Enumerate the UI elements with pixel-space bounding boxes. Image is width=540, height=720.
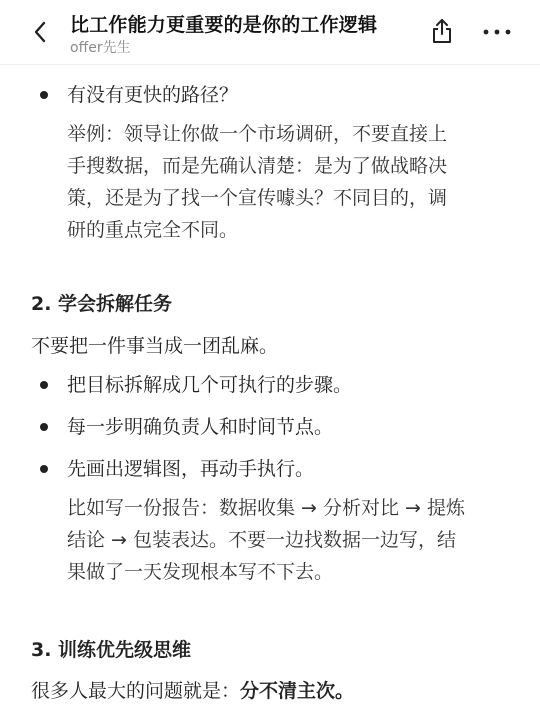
- intro-text: 很多人最大的问题就是：: [31, 680, 241, 702]
- list-item-text: 先画出逻辑图，再动手执行。: [67, 458, 315, 480]
- paragraph-line: 策，还是为了找一个宣传噱头？不同目的，调: [67, 187, 448, 209]
- article-header: [0, 0, 540, 65]
- bullet-dot: [40, 381, 48, 389]
- bullet-dot: [40, 423, 48, 431]
- author-name[interactable]: offer先生: [70, 40, 131, 56]
- list-item: [0, 370, 540, 400]
- more-button[interactable]: [482, 20, 512, 44]
- chevron-left-icon: [33, 20, 47, 44]
- example-paragraph: [67, 118, 507, 246]
- section-heading: 3. 训练优先级思维: [31, 639, 192, 661]
- example-paragraph: [67, 492, 507, 588]
- paragraph-line: 果做了一天发现根本写不下去。: [67, 561, 334, 583]
- bullet-dot: [40, 465, 48, 473]
- more-horizontal-icon: [482, 20, 512, 44]
- page-title: 比工作能力更重要的是你的工作逻辑: [70, 14, 378, 36]
- intro-emphasis: 分不清主次。: [240, 680, 355, 702]
- list-item-text: 有没有更快的路径？: [67, 84, 239, 106]
- paragraph-line: 手搜数据，而是先确认清楚：是为了做战略决: [67, 155, 448, 177]
- paragraph-line: 研的重点完全不同。: [67, 219, 239, 241]
- list-item: [0, 80, 540, 110]
- bullet-dot: [40, 91, 48, 99]
- article-body: [0, 64, 540, 720]
- share-icon: [429, 17, 455, 45]
- paragraph-line: 比如写一份报告：数据收集 → 分析对比 → 提炼: [67, 497, 465, 519]
- paragraph-line: 举例：领导让你做一个市场调研，不要直接上: [67, 123, 448, 145]
- share-button[interactable]: [429, 17, 455, 45]
- list-item-text: 每一步明确负责人和时间节点。: [67, 416, 334, 438]
- section-intro: 不要把一件事当成一团乱麻。: [31, 335, 279, 357]
- list-item: [0, 412, 540, 442]
- section-heading: 2. 学会拆解任务: [31, 293, 173, 315]
- section-intro: [31, 676, 354, 706]
- paragraph-line: 结论 → 包装表达。不要一边找数据一边写，结: [67, 529, 457, 551]
- back-button[interactable]: [28, 18, 52, 46]
- list-item: [0, 454, 540, 484]
- list-item-text: 把目标拆解成几个可执行的步骤。: [67, 374, 353, 396]
